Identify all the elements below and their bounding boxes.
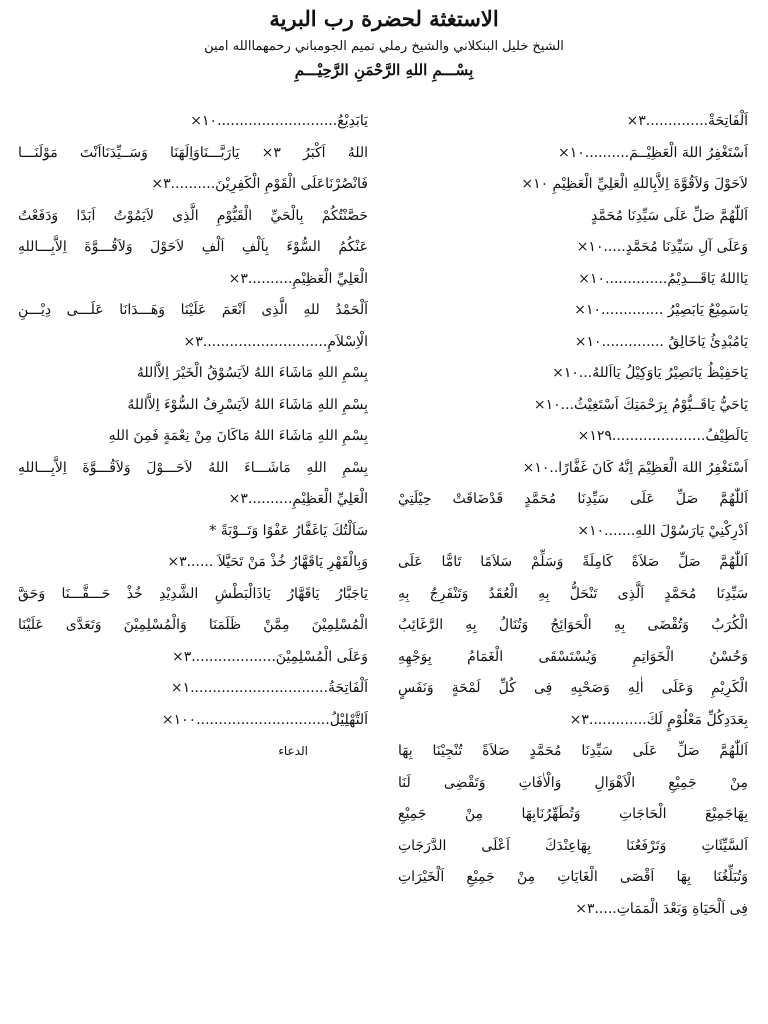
left-line-6: الْعَلِيِّ الْعَظِيْمِ..........٣× — [228, 270, 368, 287]
right-line-19: الْكَرِيْمِ وَعَلَى اٰلِهِ وَصَحْبِهِ فِى كُلِّ لَمْحَةٍ وَنَفَسٍ — [398, 680, 748, 696]
left-line-10: بِسْمِ اللهِ مَاشَاءَ اللهُ لاَيَسْرِفُ السُّوْءَ اِلاَّاللهُ — [127, 396, 368, 413]
left-column — [18, 106, 368, 768]
right-line-9: يَاحَفِيْظُ يَانَصِيْرُ يَاوَكِيْلُ يَااَللهُ...١٠× — [552, 365, 748, 381]
left-line-7: اَلْحَمْدُ للهِ الَّذِى اَنْعَمَ عَلَيْنَا وَهَـــدَانَا عَلَـــى دِيْـــنِ — [18, 302, 368, 318]
left-line-4: حَصَّنْتُكُمْ بِالْحَيِّ الْقَيُّوْمِ الَّذِى لاَيَمُوْتُ اَبَدًا وَدَفَعْتُ — [18, 207, 368, 224]
left-line-11: بِسْمِ اللهِ مَاشَاءَ اللهُ مَاكَانَ مِنْ نِعْمَةٍ فَمِنَ اللهِ — [108, 428, 368, 444]
right-line-24: اَلسَّيِّئَاتِ وَتَرْفَعُنَا بِهَاعِنْدَكَ اَعْلَى الدَّرَجَاتِ — [398, 837, 748, 854]
right-line-6: يَااللهُ يَاقَـــدِيْمُ..............١٠× — [578, 270, 748, 287]
right-line-16: سَيِّدِنَا مُحَمَّدٍ اَلَّذِى تَنْحَلُّ بِهِ الْعُقَدُ وَتَنْفَرِجُ بِهِ — [398, 585, 748, 602]
left-line-5: عَنْكُمُ السُّوْءَ بِاَلْفِ اَلْفِ لاَحَوْلَ وَلاَقُـــوَّةَ اِلاَّبِـــاللهِ — [18, 239, 368, 255]
right-line-8: يَامُبْدِئُ يَاخَالِقُ ..............١٠× — [574, 333, 748, 350]
right-line-26: فِى اَلْحَيَاةِ وَبَعْدَ الْمَمَاتِ.....٣× — [575, 900, 748, 917]
left-line-12: بِسْمِ اللهِ مَاشَـــاءَ اللهُ لاَحَـــوْلَ وَلاَقُـــوَّةَ اِلاَّبِـــاللهِ — [18, 459, 368, 476]
left-line-20: اَلتَّهْلِيْلُ..............................١٠٠× — [161, 711, 368, 728]
left-line-9: بِسْمِ اللهِ مَاشَاءَ اللهُ لاَيَسُوْقُ الْخَيْرَ اِلاَّاللهُ — [136, 365, 368, 381]
left-line-17: الْمُسْلِمِيْنَ مِمَّنْ ظَلَمَنَا وَالْمُسْلِمِيْنَ وَتَعَدَّى عَلَيْنَا — [18, 617, 368, 633]
right-line-12: اَسْتَغْفِرُ اللهَ الْعَظِيْمَ اِنَّهُ كَانَ غَفَّارًا..١٠× — [522, 459, 748, 476]
left-line-1: يَابَدِيْعُ...........................١٠× — [190, 113, 368, 129]
left-line-18: وَعَلَى الْمُسْلِمِيْنَ...................٣× — [171, 648, 368, 665]
right-line-23: بِهَاجَمِيْعَ الْحَاجَاتِ وَتُطَهِّرُنَابِهَا مِنْ جَمِيْعِ — [398, 806, 748, 822]
right-line-4: اَللّٰهُمَّ صَلِّ عَلَى سَيِّدِنَا مُحَمَّدٍ — [591, 207, 748, 224]
left-line-8: الْاِسْلاَمِ............................٣× — [183, 333, 368, 350]
right-line-22: مِنْ جَمِيْعِ الْاَهْوَالِ وَالْاٰفَاتِ وَتَقْضِى لَنَا — [398, 774, 748, 791]
right-line-7: يَاسَمِيْعُ يَابَصِيْرُ ..............١٠× — [574, 302, 748, 318]
left-line-16: يَاجَبَّارُ يَاقَهَّارُ يَاذَالْبَطْشِ الشَّدِيْدِ خُذْ حَـــقَّـــنَا وَحَقَّ — [18, 585, 368, 602]
right-line-5: وَعَلَى آلِ سَيِّدِنَا مُحَمَّدٍ.....١٠× — [576, 239, 748, 255]
left-line-19: اَلْفَاتِحَةُ...............................١× — [170, 680, 368, 696]
page-title: الاستغثة لحضرة رب البرية — [269, 6, 499, 31]
right-line-10: يَاحَيُّ يَاقَــيُّوْمُ بِرَحْمَتِكَ اَسْتَغِيْثُ...١٠× — [533, 396, 748, 413]
dua-heading: الدعاء — [278, 744, 308, 758]
left-line-3: فَانْصُرْنَاعَلَى الْقَوْمِ الْكَفِرِيْنَ..........٣× — [151, 176, 368, 192]
left-line-13: الْعَلِيِّ الْعَظِيْمِ..........٣× — [228, 491, 368, 507]
right-line-2: اَسْتَغْفِرُ اللهَ الْعَظِيْــمَ..........١٠× — [557, 144, 748, 161]
right-line-14: اَدْرِكْنِيْ يَارَسُوْلَ اللهِ.......١٠× — [577, 522, 748, 539]
basmala: بِسْـــمِ اللهِ الرَّحْمَنِ الرَّحِيْـــمِ — [294, 61, 474, 79]
authors-line: الشيخ خليل البنكلاني والشيخ رملي تميم الجومباني رحمهماالله امين — [204, 39, 564, 54]
right-line-20: بِعَدَدِكُلِّ مَعْلُوْمٍ لَكَ.............٣× — [569, 711, 748, 728]
right-line-13: اَللّٰهُمَّ صَلِّ عَلَى سَيِّدِنَا مُحَمَّدٍ قَدْضَاقَتْ حِيْلَتِيْ — [398, 491, 748, 507]
right-line-21: اَللّٰهُمَّ صَلِّ عَلَى سَيِّدِنَا مُحَمَّدٍ صَلاَةً تُنْجِيْنَا بِهَا — [398, 743, 748, 759]
right-line-3: لاَحَوْلَ وَلاَقُوَّةَ اِلاَّبِاللهِ الْعَلِيِّ الْعَظِيْمِ ١٠× — [521, 176, 748, 192]
right-column — [398, 106, 748, 925]
left-line-2: اللهُ اَكْبَرُ ٣× يَارَبَّـــنَاوَاِلَهَنَا وَسَــيِّدَنَااَنْتَ مَوْلَنَـــا — [18, 144, 368, 161]
right-line-18: وَحُسْنُ الْخَوَاتِمِ وَيُسْتَسْقَى الْغَمَامُ بِوَجْهِهِ — [398, 648, 748, 665]
right-line-11: يَالَطِيْفُ.....................١٢٩× — [577, 428, 748, 444]
left-line-14: سَاَلْتُكَ يَاغَفَّارُ عَفْوًا وَتَــوْبَةً * — [209, 522, 368, 539]
left-line-15: وَبِالْقَهْرِ يَاقَهَّارُ خُذْ مَنْ تَحَيَّلاَ ......٣× — [167, 554, 368, 570]
right-line-15: اَللّٰهُمَّ صَلِّ صَلاَةً كَامِلَةً وَسَلِّمْ سَلاَمًا تَامًّا عَلَى — [398, 554, 748, 570]
right-line-25: وَتُبَلِّغُنَا بِهَا اَقْصَى الْغَايَاتِ مِنْ جَمِيْعِ اَلْخَيْرَاتِ — [398, 869, 748, 885]
right-line-1: اَلْفَاتِحَةْ..............٣× — [626, 113, 748, 129]
right-line-17: الْكُرَبُ وَتُقْضَى بِهِ الْحَوَائِجُ وَتُنَالُ بِهِ الرَّغَائِبُ — [398, 617, 748, 633]
